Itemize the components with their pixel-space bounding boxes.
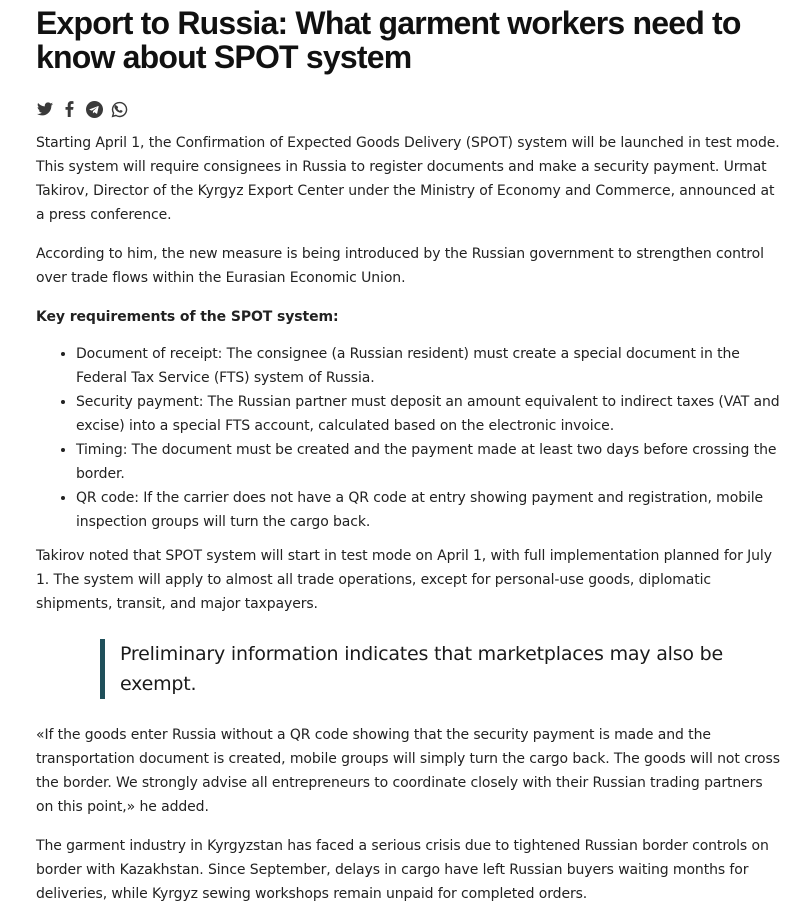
share-bar [36, 99, 781, 119]
list-item: • Document of receipt: The consignee (a Russian resident) must create a special document in the Federal Tax Service (FTS) system of Russia. [76, 342, 781, 390]
paragraph-context: According to him, the new measure is being introduced by the Russian government to strengthen control over trade flows within the Eurasian Economic Union. [36, 246, 764, 286]
paragraph-quote: «If the goods enter Russia without a QR code showing that the security payment is made and the transportation document is created, mobile groups will simply turn the cargo back. The goods will not cross the border. We strongly advise all entrepreneurs to coordinate closely with their Russian trading partners on this point,» he added. [36, 727, 780, 815]
pull-quote: Preliminary information indicates that marketplaces may also be exempt. [100, 639, 781, 699]
list-item: • QR code: If the carrier does not have a QR code at entry showing payment and registration, mobile inspection groups will turn the cargo back. [76, 486, 781, 534]
telegram-icon[interactable] [86, 101, 103, 118]
facebook-icon[interactable] [61, 101, 78, 118]
paragraph-schedule: Takirov noted that SPOT system will start in test mode on April 1, with full implementation planned for July 1. The system will apply to almost all trade operations, except for personal-use goods, diplomatic shipments, transit, and major taxpayers. [36, 548, 772, 612]
requirements-heading: Key requirements of the SPOT system: [36, 309, 339, 325]
article [36, 0, 781, 906]
whatsapp-icon[interactable] [111, 101, 128, 118]
list-item: • Timing: The document must be created and the payment made at least two days before crossing the border. [76, 438, 781, 486]
paragraph-industry: The garment industry in Kyrgyzstan has faced a serious crisis due to tightened Russian border controls on border with Kazakhstan. Since September, delays in cargo have left Russian buyers waiting months for deliveries, while Kyrgyz sewing workshops remain unpaid for completed orders. [36, 838, 769, 902]
twitter-icon[interactable] [36, 101, 53, 118]
article-title: Export to Russia: What garment workers need to know about SPOT system [36, 5, 741, 75]
paragraph-intro: Starting April 1, the Confirmation of Expected Goods Delivery (SPOT) system will be launched in test mode. This system will require consignees in Russia to register documents and make a security payment. Urmat Takirov, Director of the Kyrgyz Export Center under the Ministry of Economy and Commerce, announced at a press conference. [36, 135, 780, 223]
list-item: • Security payment: The Russian partner must deposit an amount equivalent to indirect taxes (VAT and excise) into a special FTS account, calculated based on the electronic invoice. [76, 390, 781, 438]
requirements-list [36, 342, 781, 534]
